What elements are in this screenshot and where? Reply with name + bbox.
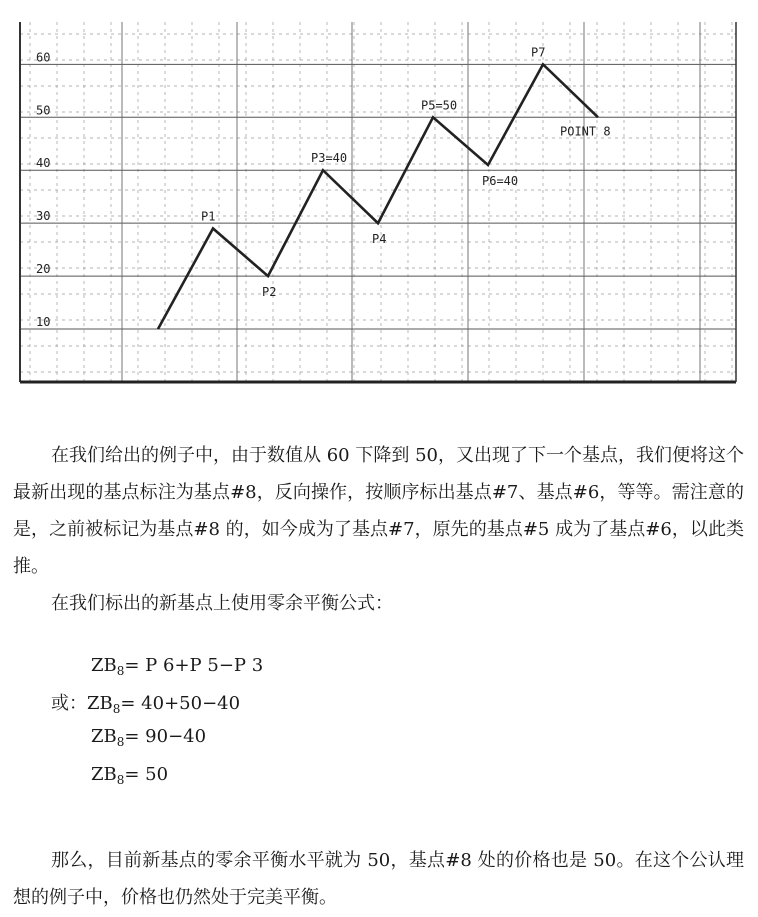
y-tick-label: 30 (36, 209, 51, 224)
zigzag-chart (0, 0, 758, 400)
y-tick-label: 40 (36, 156, 51, 171)
point-label-4: P4 (372, 232, 387, 247)
formula-4 (91, 764, 168, 787)
point-label-1: P1 (201, 209, 216, 224)
point-label-3: P3=40 (311, 151, 348, 166)
point-label-8: POINT 8 (560, 124, 611, 139)
formula-2 (51, 689, 240, 716)
formula-3-lhs: ZB (91, 726, 117, 747)
formula-1-sub: 8 (116, 664, 125, 678)
chart-svg (0, 0, 758, 400)
formula-4-rhs: = 50 (124, 764, 169, 785)
paragraph-1: 在我们给出的例子中，由于数值从 60 下降到 50，又出现了下一个基点，我们便将这个最新出现的基点标注为基点#8，反向操作，按顺序标出基点#7、基点#6，等等。需注意的是，之前被标记为基点#8 的，如今成为了基点#7，原先的基点#5 成为了基点#6，以此类推。 (13, 445, 744, 577)
formula-2-rhs: = 40+50−40 (120, 693, 241, 714)
y-tick-label: 50 (36, 103, 51, 118)
formula-3-sub: 8 (116, 735, 125, 749)
point-label-2: P2 (262, 285, 277, 300)
point-label-6: P6=40 (482, 173, 519, 188)
y-tick-label: 60 (36, 50, 51, 65)
formula-2-sub: 8 (112, 702, 121, 716)
formula-1-rhs: = P 6+P 5−P 3 (124, 655, 264, 676)
formula-prefix: 或： (51, 693, 87, 714)
y-tick-label: 10 (36, 315, 51, 330)
point-label-5: P5=50 (421, 98, 458, 113)
formula-4-sub: 8 (116, 773, 125, 787)
point-label-7: P7 (531, 45, 546, 60)
formula-4-lhs: ZB (91, 764, 117, 785)
body-text-top (0, 437, 758, 622)
formula-1 (91, 655, 263, 678)
y-tick-label: 20 (36, 262, 51, 277)
zigzag-series-line (158, 64, 598, 329)
formula-2-lhs: ZB (87, 693, 113, 714)
formula-3 (91, 726, 206, 749)
formula-3-rhs: = 90−40 (124, 726, 207, 747)
formula-1-lhs: ZB (91, 655, 117, 676)
paragraph-2: 在我们标出的新基点上使用零余平衡公式： (51, 593, 393, 614)
paragraph-3: 那么，目前新基点的零余平衡水平就为 50，基点#8 处的价格也是 50。在这个公认理想的例子中，价格也仍然处于完美平衡。 (13, 850, 744, 908)
body-text-bottom (0, 842, 758, 916)
